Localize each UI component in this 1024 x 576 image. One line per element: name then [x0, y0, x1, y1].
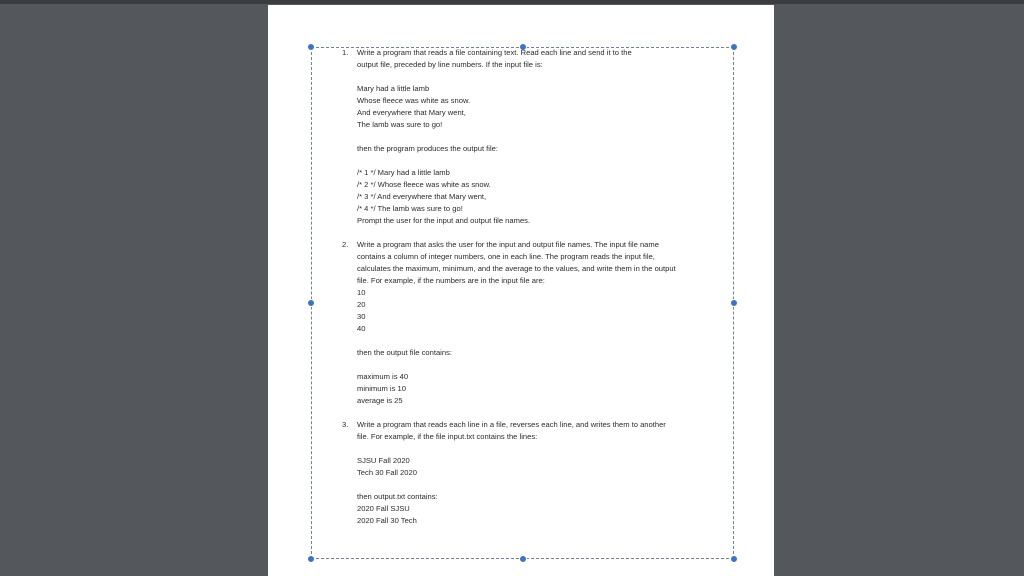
example-line: 20: [357, 300, 366, 309]
example-line: Whose fleece was white as snow.: [357, 96, 471, 105]
example-line: Tech 30 Fall 2020: [357, 468, 417, 477]
question-text: Write a program that asks the user for the input and output file names. The input file name: [357, 240, 659, 249]
example-line: /* 4 */ The lamb was sure to go!: [357, 204, 463, 213]
question-text: then the program produces the output file:: [357, 144, 498, 153]
question-1: [341, 47, 721, 227]
question-text: file. For example, if the numbers are in the input file are:: [357, 276, 545, 285]
question-3: [341, 419, 721, 527]
example-line: /* 2 */ Whose fleece was white as snow.: [357, 180, 491, 189]
question-text: contains a column of integer numbers, one in each line. The program reads the input file,: [357, 252, 655, 261]
resize-handle-bottom-right[interactable]: [730, 555, 738, 563]
resize-handle-top-left[interactable]: [307, 43, 315, 51]
example-line: 40: [357, 324, 366, 333]
resize-handle-bottom-left[interactable]: [307, 555, 315, 563]
question-2: [341, 239, 721, 407]
example-line: /* 3 */ And everywhere that Mary went,: [357, 192, 487, 201]
question-text: file. For example, if the file input.txt contains the lines:: [357, 432, 538, 441]
question-text: calculates the maximum, minimum, and the average to the values, and write them in the output: [357, 264, 676, 273]
example-line: 10: [357, 288, 366, 297]
example-line: And everywhere that Mary went,: [357, 108, 466, 117]
text-box-content[interactable]: [341, 47, 721, 527]
example-line: /* 1 */ Mary had a little lamb: [357, 168, 450, 177]
example-line: Mary had a little lamb: [357, 84, 430, 93]
example-line: The lamb was sure to go!: [357, 120, 443, 129]
example-line: 2020 Fall SJSU: [357, 504, 410, 513]
resize-handle-bottom-center[interactable]: [519, 555, 527, 563]
example-line: average is 25: [357, 396, 403, 405]
resize-handle-middle-right[interactable]: [730, 299, 738, 307]
resize-handle-middle-left[interactable]: [307, 299, 315, 307]
question-text: Prompt the user for the input and output file names.: [357, 216, 531, 225]
top-toolbar-strip: [0, 0, 1024, 4]
question-number: 3.: [342, 420, 349, 429]
question-number: 1.: [342, 48, 349, 57]
question-text: output file, preceded by line numbers. If the input file is:: [357, 60, 543, 69]
question-number: 2.: [342, 240, 349, 249]
question-text: then the output file contains:: [357, 348, 452, 357]
example-line: SJSU Fall 2020: [357, 456, 410, 465]
question-text: Write a program that reads a file containing text. Read each line and send it to the: [357, 48, 632, 57]
example-line: 2020 Fall 30 Tech: [357, 516, 417, 525]
example-line: minimum is 10: [357, 384, 406, 393]
example-line: maximum is 40: [357, 372, 409, 381]
example-line: 30: [357, 312, 366, 321]
question-text: then output.txt contains:: [357, 492, 438, 501]
question-text: Write a program that reads each line in a file, reverses each line, and writes them to another: [357, 420, 666, 429]
resize-handle-top-right[interactable]: [730, 43, 738, 51]
